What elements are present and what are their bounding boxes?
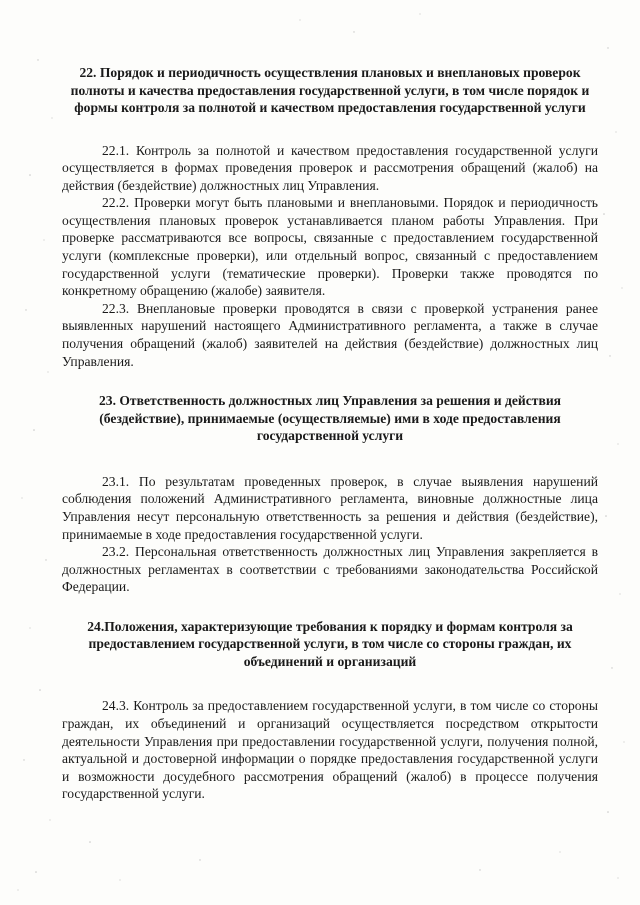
document-body — [62, 64, 598, 803]
section-24-heading: 24.Положения, характеризующие требования к порядку и формам контроля за предоставлением государственной услуги, в том числе со стороны граждан, их объединений и организаций — [87, 618, 573, 669]
section-22-heading: 22. Порядок и периодичность осуществления плановых и внеплановых проверок полноты и качества предоставления государственной услуги, в том числе порядок и формы контроля за полнотой и качеством предоставления государственной услуги — [70, 65, 590, 115]
paragraph-23-1: 23.1. По результатам проведенных проверок, в случае выявления нарушений соблюдения положений Административного регламента, виновные должностные лица Управления несут персональную ответственность за решения и действия (бездействие), принимаемые в ходе предоставления государственной услуги. — [62, 473, 598, 542]
paragraph-22-3: 22.3. Внеплановые проверки проводятся в связи с проверкой устранения ранее выявленных нарушений настоящего Административного регламента, а также в случае получения обращений (жалоб) заявителей на действия (бездействие) должностных лиц Управления. — [62, 300, 598, 369]
paragraph-22-1: 22.1. Контроль за полнотой и качеством предоставления государственной услуги осуществляется в формах проведения проверок и рассмотрения обращений (жалоб) на действия (бездействие) должностных лиц Управления. — [62, 142, 598, 193]
paragraph-23-2: 23.2. Персональная ответственность должностных лиц Управления закрепляется в должностных регламентах в соответствии с требованиями законодательства Российской Федерации. — [62, 544, 598, 595]
section-23-heading: 23. Ответственность должностных лиц Управления за решения и действия (бездействие), принимаемые (осуществляемые) ими в ходе предоставления государственной услуги — [98, 393, 562, 444]
paragraph-22-2: 22.2. Проверки могут быть плановыми и внеплановыми. Порядок и периодичность осуществления плановых проверок устанавливается планом работы Управления. При проверке рассматриваются все вопросы, связанные с предоставлением государственной услуги (комплексные проверки), или отдельный вопрос, связанный с предоставлением государственной услуги (тематические проверки). Проверки также проводятся по конкретному обращению (жалобе) заявителя. — [62, 195, 598, 299]
paragraph-24-3: 24.3. Контроль за предоставлением государственной услуги, в том числе со стороны граждан, их объединений и организаций осуществляется посредством открытости деятельности Управления при предоставлении государственной услуги, получения полной, актуальной и достоверной информации о порядке предоставления государственной услуги и возможности досудебного рассмотрения обращений (жалоб) в процессе получения государственной услуги. — [62, 698, 598, 802]
